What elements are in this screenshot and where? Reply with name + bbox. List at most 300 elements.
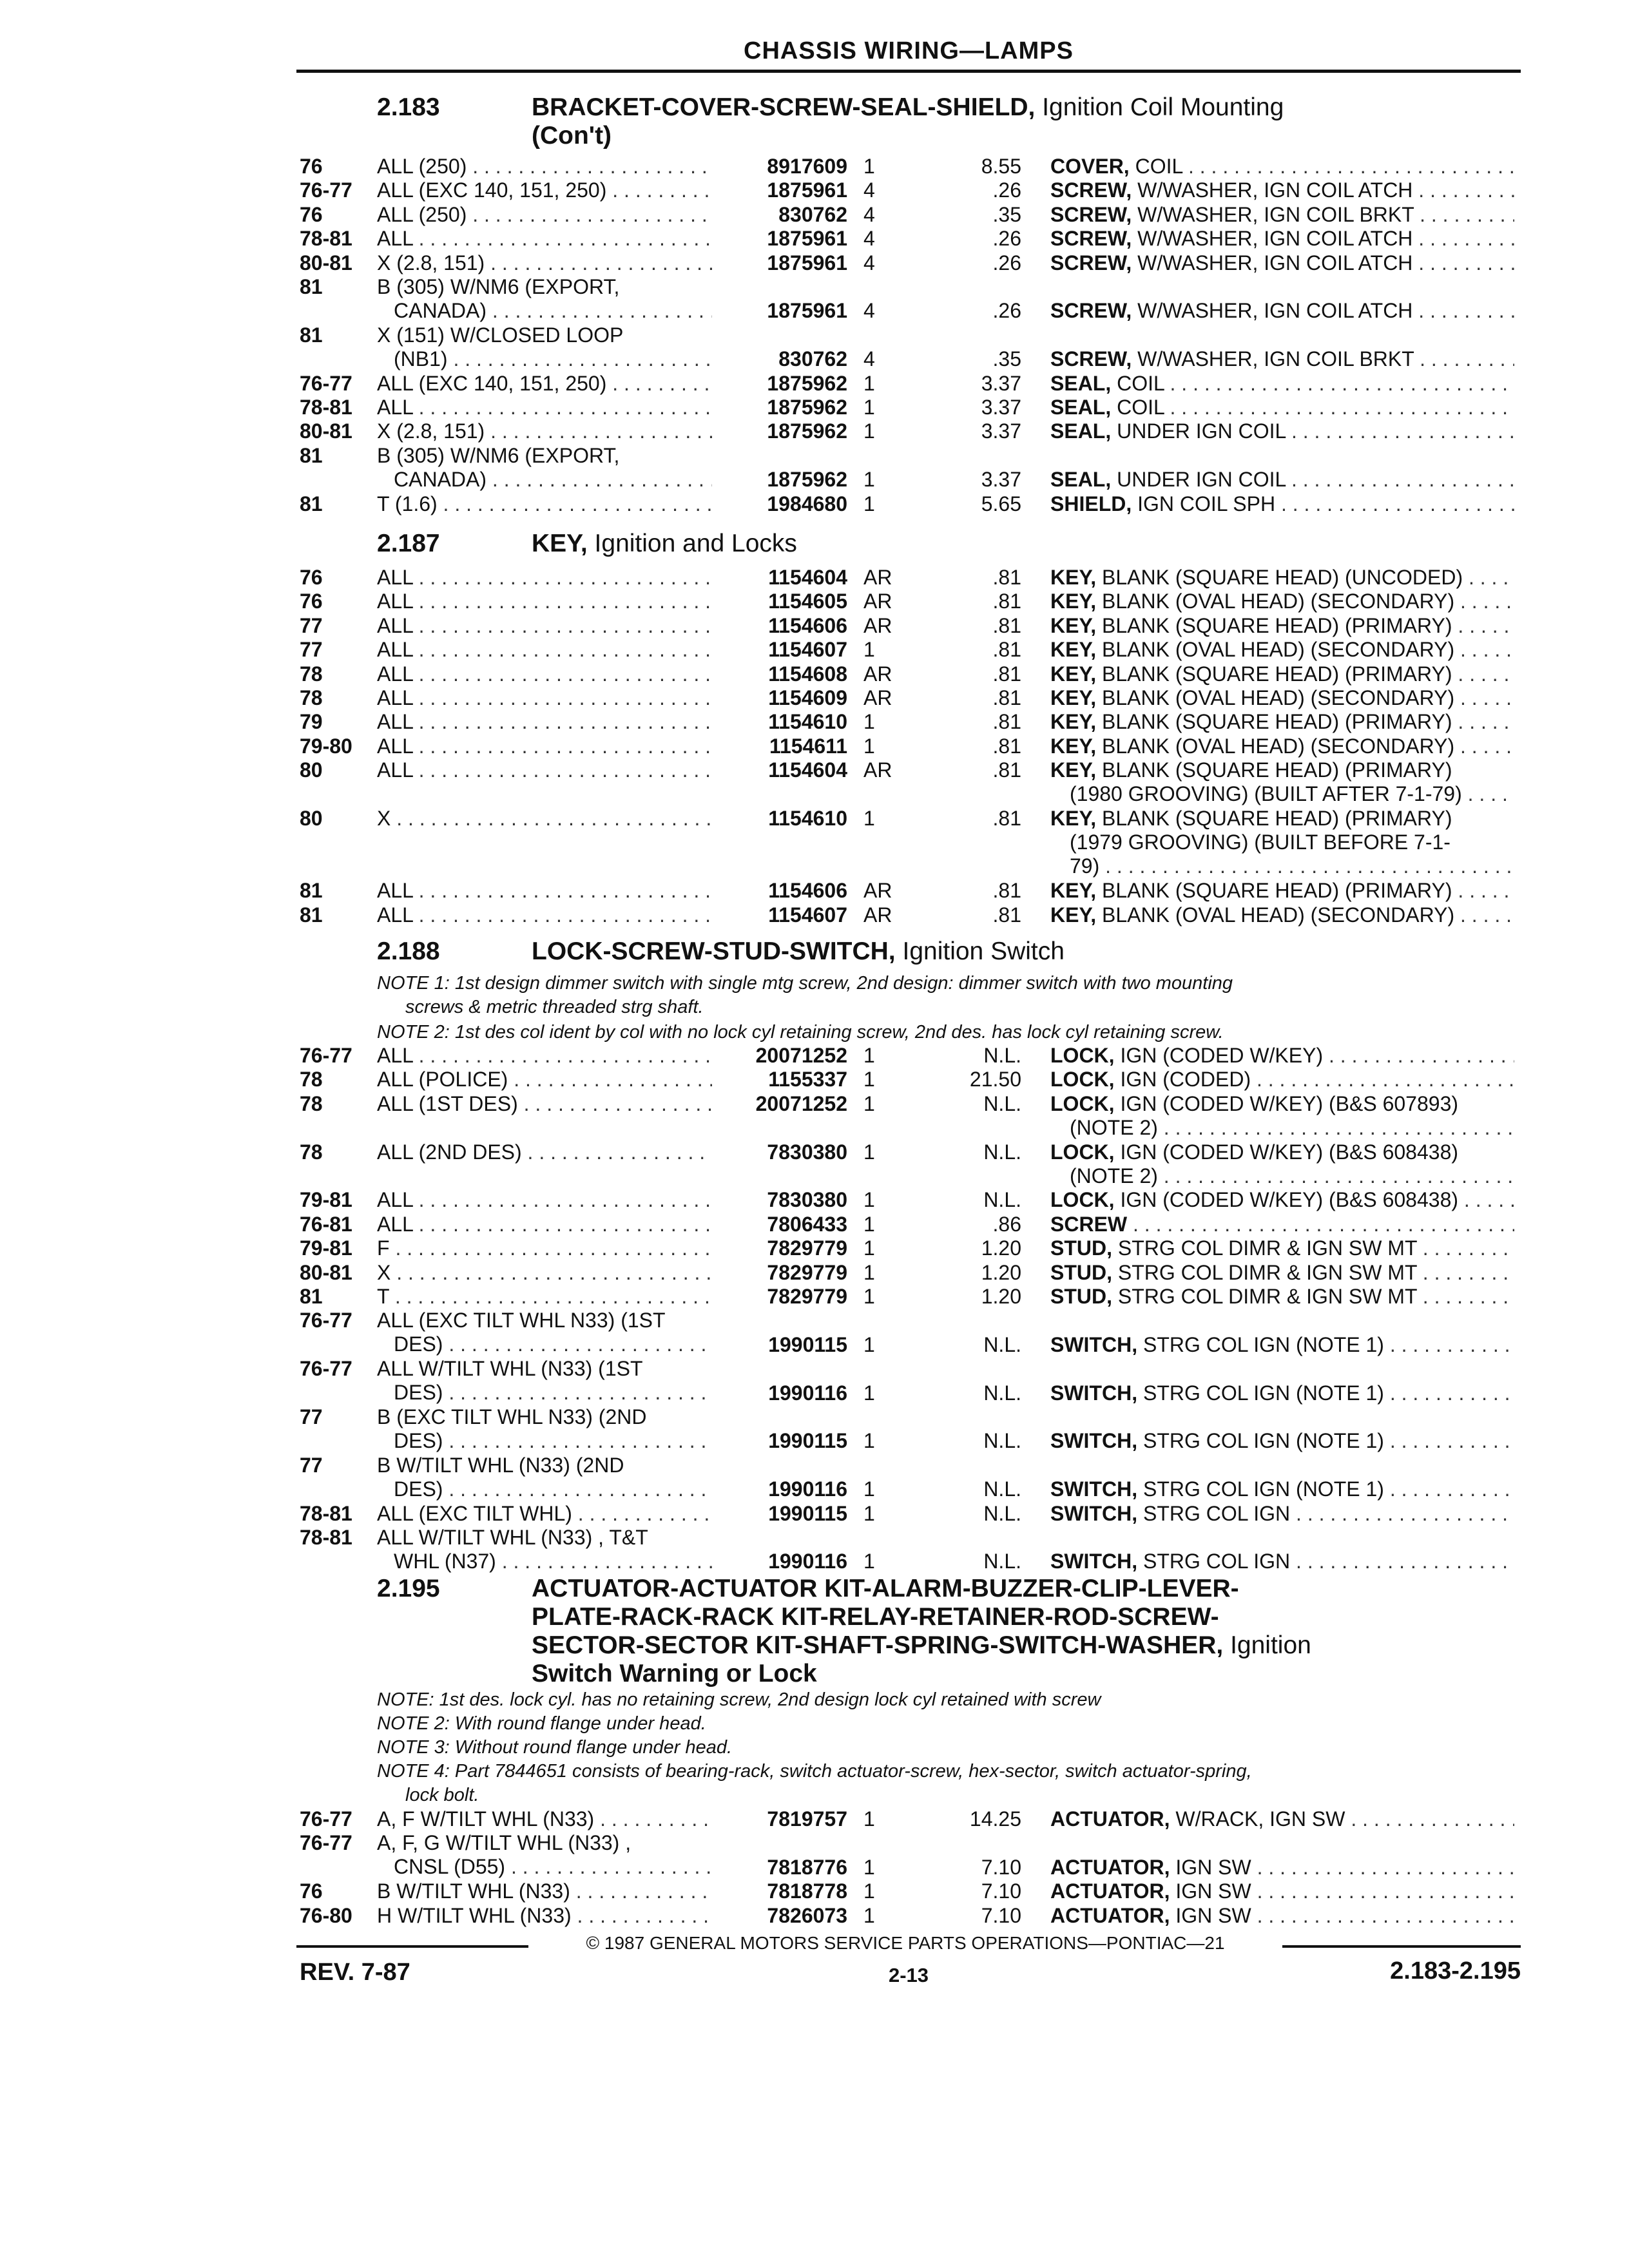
application	[377, 1454, 712, 1501]
part-number: 7818778	[767, 1879, 847, 1903]
application	[377, 1285, 712, 1309]
description-noun: LOCK,	[1050, 1091, 1115, 1115]
quantity: 1	[863, 1381, 875, 1405]
application-line: A, F W/TILT WHL (N33) . . .	[377, 1807, 712, 1831]
footer-section-range: 2.183-2.195	[1390, 1957, 1521, 1984]
description	[1050, 1188, 1514, 1212]
description	[1050, 1904, 1514, 1928]
price: 7.10	[981, 1855, 1021, 1879]
description-noun: KEY,	[1050, 758, 1097, 782]
description-text: IGN (CODED W/KEY)	[1114, 1044, 1324, 1067]
application-line: X . . .	[377, 807, 712, 831]
price: 7.10	[981, 1903, 1021, 1927]
description-line: (NOTE 2) . . .	[1050, 1164, 1514, 1188]
description-text: IGN (CODED)	[1114, 1068, 1251, 1091]
description	[1050, 178, 1514, 202]
description-noun: SEAL,	[1050, 419, 1112, 443]
application	[377, 879, 712, 903]
model-year: 78	[300, 686, 323, 709]
price: N.L.	[983, 1429, 1021, 1453]
application	[377, 590, 712, 613]
application	[377, 1357, 712, 1405]
application-line: DES) . . .	[377, 1332, 712, 1356]
application-line: ALL . . .	[377, 396, 712, 419]
section-title-bold: LOCK-SCREW-STUD-SWITCH,	[532, 937, 896, 965]
description-noun: KEY,	[1050, 710, 1097, 734]
description-noun: KEY,	[1050, 686, 1097, 709]
application-line: CANADA) . . .	[377, 468, 712, 492]
application-line: DES) . . .	[377, 1381, 712, 1405]
quantity: 1	[863, 1332, 875, 1356]
part-number: 1875962	[767, 419, 847, 443]
part-number: 1155337	[768, 1068, 847, 1091]
price: N.L.	[983, 1477, 1021, 1501]
part-number: 1154607	[768, 638, 847, 662]
description-text: BLANK (SQUARE HEAD) (PRIMARY)	[1096, 710, 1452, 734]
application	[377, 735, 712, 758]
description-noun: SCREW,	[1050, 251, 1132, 274]
description-text: STRG COL DIMR & IGN SW MT	[1112, 1236, 1417, 1260]
price: 8.55	[981, 155, 1021, 178]
part-number: 1875962	[767, 468, 847, 492]
model-year: 76-77	[300, 371, 352, 395]
note-line: NOTE 2: With round flange under head.	[377, 1713, 706, 1734]
section-number: 2.187	[377, 530, 440, 557]
description-noun: LOCK,	[1050, 1044, 1115, 1067]
application-line: T (1.6) . . .	[377, 492, 712, 516]
part-number: 7829779	[767, 1285, 847, 1308]
application	[377, 1068, 712, 1091]
part-number: 20071252	[755, 1044, 847, 1067]
model-year: 81	[300, 1285, 323, 1308]
description-text: BLANK (SQUARE HEAD) (UNCODED)	[1096, 566, 1463, 589]
price: .26	[992, 178, 1021, 202]
quantity: 1	[863, 419, 875, 443]
description	[1050, 347, 1514, 371]
application-line: ALL (2ND DES) . . .	[377, 1140, 712, 1164]
application-line: ALL (EXC 140, 151, 250) . . .	[377, 178, 712, 202]
application-line: DES) . . .	[377, 1477, 712, 1501]
quantity: AR	[863, 879, 892, 903]
part-number: 1990115	[768, 1429, 847, 1453]
part-number: 1154606	[768, 613, 847, 637]
price: N.L.	[983, 1550, 1021, 1573]
note-2195-2	[377, 1712, 1518, 1736]
price: 1.20	[981, 1236, 1021, 1260]
model-year: 78	[300, 1140, 323, 1164]
application	[377, 251, 712, 275]
section-title-rest: Ignition Coil Mounting	[1035, 93, 1284, 121]
model-year: 76	[300, 566, 323, 589]
price: 3.37	[981, 419, 1021, 443]
description-text: W/WASHER, IGN COIL BRKT	[1132, 202, 1414, 226]
description	[1050, 903, 1514, 927]
section-title	[532, 937, 1524, 966]
description-text: BLANK (SQUARE HEAD) (PRIMARY)	[1096, 879, 1452, 903]
price: N.L.	[983, 1091, 1021, 1115]
description	[1050, 1068, 1514, 1091]
price: .81	[992, 710, 1021, 734]
application-line: B W/TILT WHL (N33) . . .	[377, 1879, 712, 1903]
description-noun: SCREW,	[1050, 178, 1132, 202]
application	[377, 1213, 712, 1236]
quantity: 1	[863, 1550, 875, 1573]
application	[377, 1807, 712, 1831]
application	[377, 203, 712, 227]
price: 1.20	[981, 1260, 1021, 1284]
quantity: 1	[863, 1044, 875, 1067]
price: .81	[992, 734, 1021, 758]
quantity: 1	[863, 1068, 875, 1091]
quantity: 1	[863, 396, 875, 419]
price: N.L.	[983, 1381, 1021, 1405]
quantity: 1	[863, 371, 875, 395]
application-line: ALL . . .	[377, 1213, 712, 1236]
model-year: 77	[300, 1453, 323, 1477]
note-2195-4	[377, 1760, 1518, 1807]
quantity: 1	[863, 1212, 875, 1236]
description	[1050, 1140, 1514, 1188]
price: .26	[992, 227, 1021, 251]
section-title	[532, 1575, 1524, 1688]
price: N.L.	[983, 1188, 1021, 1212]
application-line: X (2.8, 151) . . .	[377, 419, 712, 443]
description-text: STRG COL IGN	[1137, 1550, 1291, 1573]
model-year: 76-77	[300, 1044, 352, 1067]
part-number: 8917609	[767, 155, 847, 178]
description-line: (1979 GROOVING) (BUILT BEFORE 7-1-	[1070, 831, 1451, 854]
application-line: ALL . . .	[377, 710, 712, 734]
description-noun: SCREW,	[1050, 202, 1132, 226]
description-noun: KEY,	[1050, 807, 1097, 830]
description-noun: SHIELD,	[1050, 492, 1132, 515]
description-line: (NOTE 2) . . .	[1050, 1116, 1514, 1140]
description-text: STRG COL DIMR & IGN SW MT	[1112, 1260, 1417, 1284]
description-noun: KEY,	[1050, 662, 1097, 686]
part-number: 1154606	[768, 879, 847, 903]
description-text: COIL	[1129, 155, 1183, 178]
note-2195-3	[377, 1736, 1518, 1760]
footer-copyright: © 1987 GENERAL MOTORS SERVICE PARTS OPERATIONS—PONTIAC—21	[586, 1933, 1225, 1953]
price: 3.37	[981, 468, 1021, 492]
description-noun: KEY,	[1050, 903, 1097, 927]
model-year: 78-81	[300, 1501, 352, 1525]
description-noun: SWITCH,	[1050, 1477, 1138, 1501]
application-line: ALL . . .	[377, 686, 712, 710]
quantity: 4	[863, 227, 875, 251]
quantity: 1	[863, 468, 875, 492]
description-noun: ACTUATOR,	[1050, 1855, 1170, 1879]
part-number: 1154605	[768, 590, 847, 613]
model-year: 79-81	[300, 1236, 352, 1260]
description-noun: KEY,	[1050, 879, 1097, 903]
part-number: 1990116	[768, 1477, 847, 1501]
application-line: X (2.8, 151) . . .	[377, 251, 712, 275]
part-number: 830762	[778, 202, 847, 226]
part-number: 1990116	[768, 1550, 847, 1573]
model-year: 79-81	[300, 1188, 352, 1212]
description	[1050, 1429, 1514, 1453]
application	[377, 1502, 712, 1526]
part-number: 1154611	[769, 734, 847, 758]
model-year: 80-81	[300, 1260, 352, 1284]
section-title-line: Switch Warning or Lock	[532, 1660, 817, 1687]
model-year: 78	[300, 1091, 323, 1115]
application-line: X . . .	[377, 1261, 712, 1285]
price: 7.10	[981, 1879, 1021, 1903]
price: .81	[992, 613, 1021, 637]
description-text: BLANK (OVAL HEAD) (SECONDARY)	[1096, 590, 1455, 613]
application-line: ALL W/TILT WHL (N33) (1ST	[377, 1357, 643, 1381]
price: N.L.	[983, 1044, 1021, 1067]
quantity: AR	[863, 662, 892, 686]
footer-rule-right	[1282, 1945, 1521, 1948]
quantity: AR	[863, 566, 892, 589]
application-line: WHL (N37) . . .	[377, 1550, 712, 1573]
part-number: 1990115	[768, 1501, 847, 1525]
description-text: COIL	[1111, 371, 1164, 395]
price: .26	[992, 251, 1021, 274]
quantity: 1	[863, 1855, 875, 1879]
quantity: 4	[863, 251, 875, 274]
description	[1050, 1092, 1514, 1140]
part-number: 1990116	[768, 1381, 847, 1405]
quantity: 4	[863, 299, 875, 323]
quantity: 1	[863, 1236, 875, 1260]
quantity: 1	[863, 638, 875, 662]
model-year: 76-77	[300, 1357, 352, 1381]
price: .81	[992, 566, 1021, 589]
application-line: X (151) W/CLOSED LOOP	[377, 323, 624, 347]
price: N.L.	[983, 1501, 1021, 1525]
quantity: 4	[863, 347, 875, 371]
description-noun: LOCK,	[1050, 1140, 1115, 1164]
application	[377, 1309, 712, 1356]
model-year: 76-81	[300, 1212, 352, 1236]
model-year: 78	[300, 1068, 323, 1091]
model-year: 78-81	[300, 396, 352, 419]
application-line: ALL . . .	[377, 566, 712, 590]
model-year: 80	[300, 758, 323, 782]
description-line: (1980 GROOVING) (BUILT AFTER 7-1-79) . . .	[1050, 782, 1514, 806]
application	[377, 178, 712, 202]
application	[377, 1188, 712, 1212]
quantity: 1	[863, 1429, 875, 1453]
model-year: 78-81	[300, 227, 352, 251]
model-year: 81	[300, 879, 323, 903]
note-line: NOTE 2: 1st des col ident by col with no lock cyl retaining screw, 2nd des. has lock cyl retaining screw.	[377, 1022, 1224, 1043]
description	[1050, 1285, 1514, 1309]
price: 21.50	[969, 1068, 1021, 1091]
description-noun: SCREW,	[1050, 227, 1132, 251]
description	[1050, 155, 1514, 178]
description	[1050, 1333, 1514, 1357]
description-text: W/RACK, IGN SW	[1170, 1807, 1345, 1831]
note-line: NOTE 1: 1st design dimmer switch with single mtg screw, 2nd design: dimmer switch with two mounting	[377, 973, 1233, 994]
model-year: 76	[300, 155, 323, 178]
section-title-cont: (Con't)	[532, 122, 612, 149]
application-line: ALL . . .	[377, 879, 712, 903]
quantity: 1	[863, 1477, 875, 1501]
price: .81	[992, 758, 1021, 782]
application-line: ALL . . .	[377, 638, 712, 662]
section-number: 2.195	[377, 1575, 440, 1602]
description-text: IGN (CODED W/KEY) (B&S 608438)	[1114, 1188, 1459, 1212]
description-text: W/WASHER, IGN COIL BRKT	[1132, 347, 1414, 371]
section-title-line: PLATE-RACK-RACK KIT-RELAY-RETAINER-ROD-SCREW-	[532, 1603, 1219, 1631]
description-text: BLANK (OVAL HEAD) (SECONDARY)	[1096, 903, 1455, 927]
description-text: BLANK (SQUARE HEAD) (PRIMARY)	[1096, 662, 1452, 686]
application-line: F . . .	[377, 1236, 712, 1260]
description	[1050, 1213, 1514, 1236]
description-noun: SWITCH,	[1050, 1429, 1138, 1453]
application	[377, 155, 712, 178]
application-line: B (305) W/NM6 (EXPORT,	[377, 275, 620, 298]
price: N.L.	[983, 1332, 1021, 1356]
part-number: 7818776	[767, 1855, 847, 1879]
description-text: BLANK (SQUARE HEAD) (PRIMARY)	[1096, 758, 1452, 782]
description	[1050, 203, 1514, 227]
footer-revision: REV. 7-87	[300, 1959, 410, 1986]
description	[1050, 1381, 1514, 1405]
application-line: T . . .	[377, 1285, 712, 1309]
application	[377, 444, 712, 492]
section-title-bold: BRACKET-COVER-SCREW-SEAL-SHIELD,	[532, 93, 1036, 121]
description-text: STRG COL IGN (NOTE 1)	[1137, 1381, 1384, 1405]
quantity: 1	[863, 1879, 875, 1903]
application	[377, 807, 712, 831]
application	[377, 1879, 712, 1903]
application	[377, 903, 712, 927]
section-title	[532, 530, 1524, 558]
section-title-rest: Ignition and Locks	[587, 530, 797, 557]
quantity: AR	[863, 613, 892, 637]
part-number: 1154609	[768, 686, 847, 709]
application-line: ALL . . .	[377, 1044, 712, 1068]
description	[1050, 710, 1514, 734]
description-noun: LOCK,	[1050, 1068, 1115, 1091]
quantity: 1	[863, 1140, 875, 1164]
description	[1050, 1550, 1514, 1573]
description-text: BLANK (SQUARE HEAD) (PRIMARY)	[1096, 613, 1452, 637]
section-title-line: ACTUATOR-ACTUATOR KIT-ALARM-BUZZER-CLIP-LEVER-	[532, 1575, 1239, 1602]
part-number: 7826073	[767, 1903, 847, 1927]
description	[1050, 638, 1514, 662]
part-number: 1990115	[768, 1332, 847, 1356]
application-line: ALL . . .	[377, 662, 712, 686]
price: .81	[992, 879, 1021, 903]
description-noun: SWITCH,	[1050, 1501, 1138, 1525]
application	[377, 1092, 712, 1116]
description-noun: SEAL,	[1050, 396, 1112, 419]
description	[1050, 372, 1514, 396]
model-year: 76-77	[300, 1807, 352, 1831]
part-number: 830762	[778, 347, 847, 371]
part-number: 1875961	[767, 251, 847, 274]
description-noun: STUD,	[1050, 1236, 1112, 1260]
quantity: 4	[863, 202, 875, 226]
header-rule	[296, 70, 1521, 73]
model-year: 77	[300, 613, 323, 637]
model-year: 81	[300, 323, 323, 347]
part-number: 7830380	[767, 1140, 847, 1164]
part-number: 7829779	[767, 1260, 847, 1284]
application-line: B W/TILT WHL (N33) (2ND	[377, 1453, 624, 1477]
description	[1050, 1044, 1514, 1068]
price: .81	[992, 807, 1021, 830]
model-year: 80	[300, 807, 323, 830]
description-noun: KEY,	[1050, 734, 1097, 758]
application	[377, 323, 712, 371]
application	[377, 396, 712, 419]
quantity: AR	[863, 758, 892, 782]
section-number: 2.183	[377, 93, 440, 121]
description-text: W/WASHER, IGN COIL ATCH	[1132, 299, 1413, 323]
application-line: A, F, G W/TILT WHL (N33) ,	[377, 1831, 631, 1855]
quantity: 4	[863, 178, 875, 202]
description-text: COIL	[1111, 396, 1164, 419]
quantity: 1	[863, 1260, 875, 1284]
section-title-rest: Ignition	[1223, 1631, 1311, 1659]
price: .81	[992, 903, 1021, 927]
description-text: IGN (CODED W/KEY) (B&S 607893)	[1114, 1091, 1459, 1115]
application-line: B (EXC TILT WHL N33) (2ND	[377, 1405, 647, 1428]
description	[1050, 807, 1514, 878]
description	[1050, 1477, 1514, 1501]
description-noun: STUD,	[1050, 1260, 1112, 1284]
price: .86	[992, 1212, 1021, 1236]
description	[1050, 879, 1514, 903]
application-line: ALL W/TILT WHL (N33) , T&T	[377, 1526, 648, 1549]
application	[377, 662, 712, 686]
price: .81	[992, 662, 1021, 686]
application	[377, 1140, 712, 1164]
note-line: lock bolt.	[405, 1785, 479, 1805]
note-2195-1	[377, 1688, 1518, 1712]
description	[1050, 614, 1514, 638]
model-year: 76	[300, 590, 323, 613]
description	[1050, 492, 1514, 516]
section-title-rest: Ignition Switch	[895, 937, 1065, 965]
model-year: 76-77	[300, 1309, 352, 1332]
model-year: 79-80	[300, 734, 352, 758]
application	[377, 492, 712, 516]
quantity: 1	[863, 734, 875, 758]
application-line: (NB1) . . .	[377, 347, 712, 371]
description	[1050, 396, 1514, 419]
price: .81	[992, 686, 1021, 709]
description	[1050, 419, 1514, 443]
application-line: ALL (250) . . .	[377, 203, 712, 227]
quantity: 1	[863, 1501, 875, 1525]
application-line: ALL . . .	[377, 614, 712, 638]
application-line: ALL . . .	[377, 590, 712, 613]
price: .81	[992, 638, 1021, 662]
section-title	[532, 93, 1524, 150]
description-text: W/WASHER, IGN COIL ATCH	[1132, 251, 1413, 274]
description-text: STRG COL IGN (NOTE 1)	[1137, 1429, 1384, 1453]
part-number: 1154607	[768, 903, 847, 927]
description-text: UNDER IGN COIL	[1111, 468, 1286, 492]
application	[377, 419, 712, 443]
quantity: 1	[863, 1807, 875, 1831]
description-text: UNDER IGN COIL	[1111, 419, 1286, 443]
description-noun: KEY,	[1050, 613, 1097, 637]
description-noun: KEY,	[1050, 638, 1097, 662]
model-year: 77	[300, 638, 323, 662]
description-text: STRG COL IGN (NOTE 1)	[1137, 1332, 1384, 1356]
description	[1050, 299, 1514, 323]
